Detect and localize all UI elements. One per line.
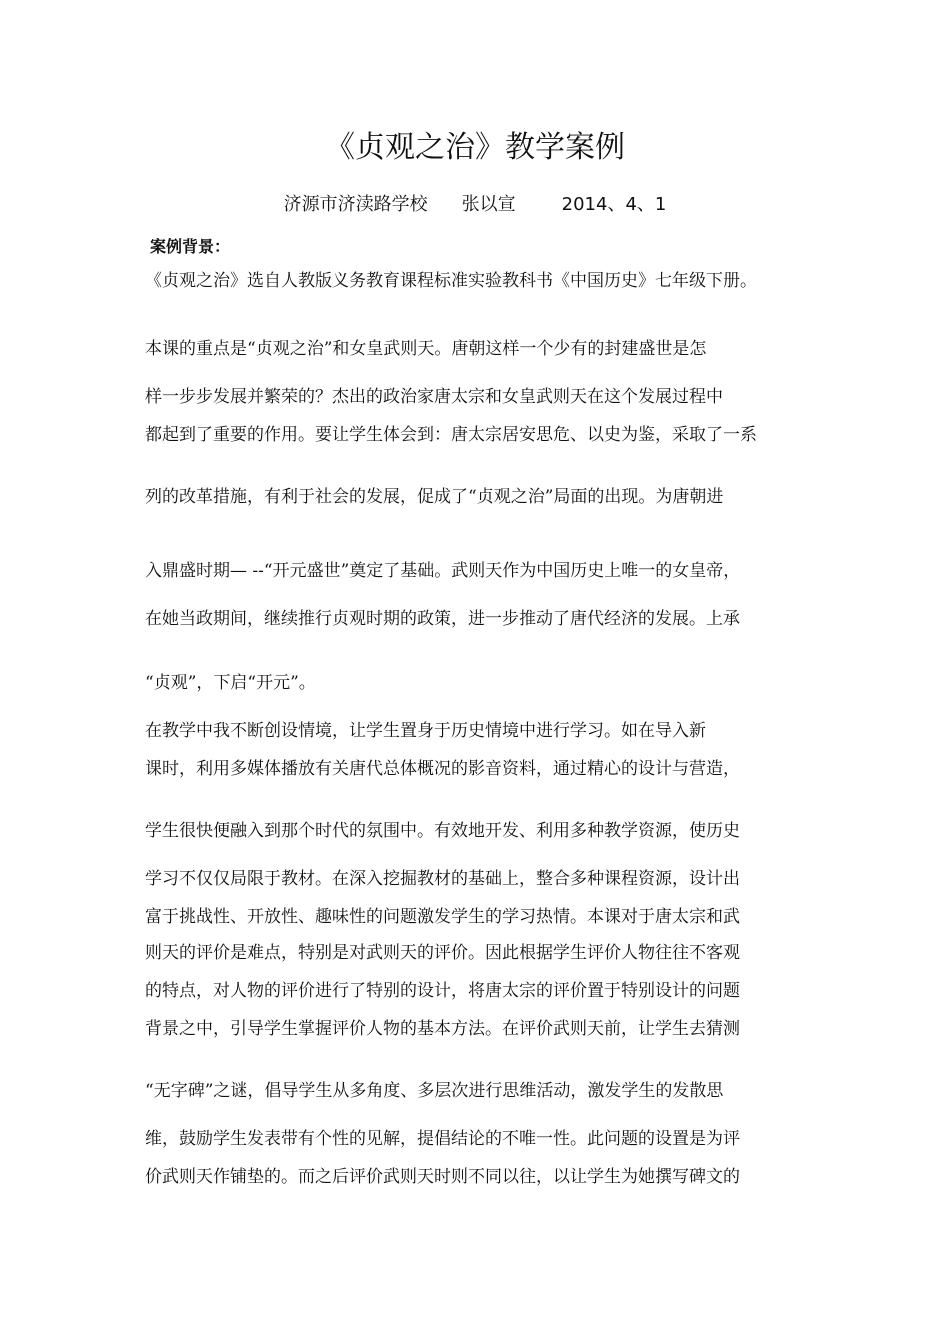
paragraph-line: “无字碑”之谜，倡导学生从多角度、多层次进行思维活动，激发学生的发散思 (145, 1081, 724, 1101)
paragraph-line: 维，鼓励学生发表带有个性的见解，提倡结论的不唯一性。此问题的设置是为评 (145, 1129, 740, 1149)
paragraph-line: 都起到了重要的作用。要让学生体会到：唐太宗居安思危、以史为鉴，采取了一系 (145, 425, 757, 445)
paragraph-line: 富于挑战性、开放性、趣味性的问题激发学生的学习热情。本课对于唐太宗和武 (145, 907, 740, 927)
section-label: 案例背景： (150, 237, 231, 256)
paragraph-line: “贞观”，下启“开元”。 (145, 673, 316, 693)
document-title: 《贞观之治》教学案例 (325, 130, 625, 165)
byline (0, 192, 950, 218)
paragraph-line: 入鼎盛时期— --“开元盛世”奠定了基础。武则天作为中国历史上唯一的女皇帝， (145, 561, 741, 581)
byline-school: 济源市济渎路学校 (283, 194, 428, 215)
paragraph-line: 样一步步发展并繁荣的？杰出的政治家唐太宗和女皇武则天在这个发展过程中 (145, 387, 723, 407)
byline-author: 张以宣 (461, 194, 516, 215)
paragraph-line: 价武则天作铺垫的。而之后评价武则天时则不同以往，以让学生为她撰写碑文的 (145, 1167, 740, 1187)
paragraph-line: 在教学中我不断创设情境，让学生置身于历史情境中进行学习。如在导入新 (145, 721, 706, 741)
paragraph-line: 列的改革措施，有利于社会的发展，促成了“贞观之治”局面的出现。为唐朝进 (145, 487, 724, 507)
paragraph-line: 的特点，对人物的评价进行了特别的设计，将唐太宗的评价置于特别设计的问题 (145, 981, 740, 1001)
byline-date: 2014、4、1 (561, 194, 667, 215)
paragraph-line: 《贞观之治》选自人教版义务教育课程标准实验教科书《中国历史》七年级下册。 (145, 271, 757, 291)
paragraph-line: 则天的评价是难点，特别是对武则天的评价。因此根据学生评价人物往往不客观 (145, 943, 740, 963)
paragraph-line: 本课的重点是“贞观之治”和女皇武则天。唐朝这样一个少有的封建盛世是怎 (145, 339, 707, 359)
paragraph-line: 在她当政期间，继续推行贞观时期的政策，进一步推动了唐代经济的发展。上承 (145, 609, 740, 629)
paragraph-line: 学习不仅仅局限于教材。在深入挖掘教材的基础上，整合多种课程资源，设计出 (145, 869, 740, 889)
paragraph-line: 学生很快便融入到那个时代的氛围中。有效地开发、利用多种教学资源，使历史 (145, 821, 740, 841)
paragraph-line: 背景之中，引导学生掌握评价人物的基本方法。在评价武则天前，让学生去猜测 (145, 1019, 740, 1039)
paragraph-line: 课时，利用多媒体播放有关唐代总体概况的影音资料，通过精心的设计与营造， (145, 759, 740, 779)
